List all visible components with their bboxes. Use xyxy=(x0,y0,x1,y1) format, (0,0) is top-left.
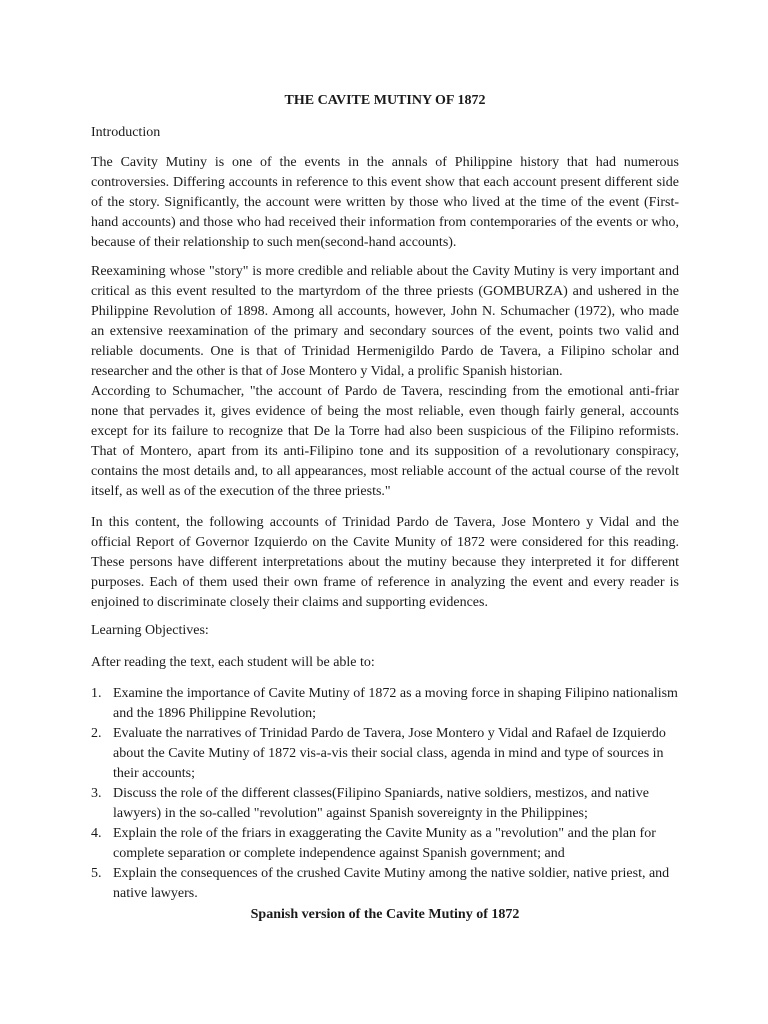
objective-text: Explain the role of the friars in exaggerating the Cavite Munity as a "revolution" and the plan for complete separation or complete independence against Spanish government; and xyxy=(113,826,656,861)
objective-item xyxy=(91,684,679,724)
intro-paragraph-2: Reexamining whose "story" is more credible and reliable about the Cavity Mutiny is very important and critical as this event resulted to the martyrdom of the three priests (GOMBURZA) and ushered in the Philippine Revolution of 1898. Among all accounts, however, John N. Schumacher (1972), who made an extensive reexamination of the primary and secondary sources of the event, points two valid and reliable documents. One is that of Trinidad Hermenigildo Pardo de Tavera, a Filipino scholar and researcher and the other is that of Jose Montero y Vidal, a prolific Spanish historian. xyxy=(91,264,679,379)
document-page xyxy=(91,0,679,1024)
objective-number: 1. xyxy=(91,686,102,701)
section-title: Spanish version of the Cavite Mutiny of 1872 xyxy=(250,907,520,922)
learning-objectives-heading: Learning Objectives: xyxy=(91,623,209,638)
objective-number: 3. xyxy=(91,786,102,801)
objective-item xyxy=(91,724,679,784)
intro-paragraph-1: The Cavity Mutiny is one of the events in the annals of Philippine history that had numerous controversies. Differing accounts in reference to this event show that each account present different side of the story. Significantly, the account were written by those who lived at the time of the event (First-hand accounts) and those who had received their information from contemporaries of the events or who, because of their relationship to such men(second-hand accounts). xyxy=(91,155,679,250)
objective-text: Evaluate the narratives of Trinidad Pardo de Tavera, Jose Montero y Vidal and Rafael de Izquierdo about the Cavite Mutiny of 1872 vis-a-vis their social class, agenda in mind and type of sources in their accounts; xyxy=(113,726,666,781)
objective-number: 5. xyxy=(91,866,102,881)
objective-text: Discuss the role of the different classes(Filipino Spaniards, native soldiers, mestizos, and native lawyers) in the so-called "revolution" against Spanish sovereignty in the Philippines; xyxy=(113,786,649,821)
intro-paragraph-4: In this content, the following accounts of Trinidad Pardo de Tavera, Jose Montero y Vidal and the official Report of Governor Izquierdo on the Cavite Munity of 1872 were considered for this reading. These persons have different interpretations about the mutiny because they interpreted it for different purposes. Each of them used their own frame of reference in analyzing the event and every reader is enjoined to discriminate closely their claims and supporting evidences. xyxy=(91,515,679,610)
introduction-heading: Introduction xyxy=(91,125,161,140)
learning-objectives-intro: After reading the text, each student will be able to: xyxy=(91,655,375,670)
objective-item xyxy=(91,864,679,904)
objective-item xyxy=(91,784,679,824)
intro-paragraph-3: According to Schumacher, "the account of Pardo de Tavera, rescinding from the emotional anti-friar none that pervades it, gives evidence of being the most reliable, even though fairly general, accounts except for its failure to recognize that De la Torre had also been suspicious of the Filipino reformists. That of Montero, apart from its anti-Filipino tone and its supposition of a revolutionary conspiracy, contains the most details and, to all appearances, most reliable account of the actual course of the revolt itself, as well as of the execution of the three priests." xyxy=(91,384,679,499)
objective-text: Examine the importance of Cavite Mutiny of 1872 as a moving force in shaping Filipino nationalism and the 1896 Philippine Revolution; xyxy=(113,686,678,721)
document-title: THE CAVITE MUTINY OF 1872 xyxy=(284,93,486,108)
objective-number: 2. xyxy=(91,726,102,741)
objective-text: Explain the consequences of the crushed Cavite Mutiny among the native soldier, native priest, and native lawyers. xyxy=(113,866,670,901)
objective-number: 4. xyxy=(91,826,102,841)
objective-item xyxy=(91,824,679,864)
learning-objectives-list xyxy=(91,684,679,904)
